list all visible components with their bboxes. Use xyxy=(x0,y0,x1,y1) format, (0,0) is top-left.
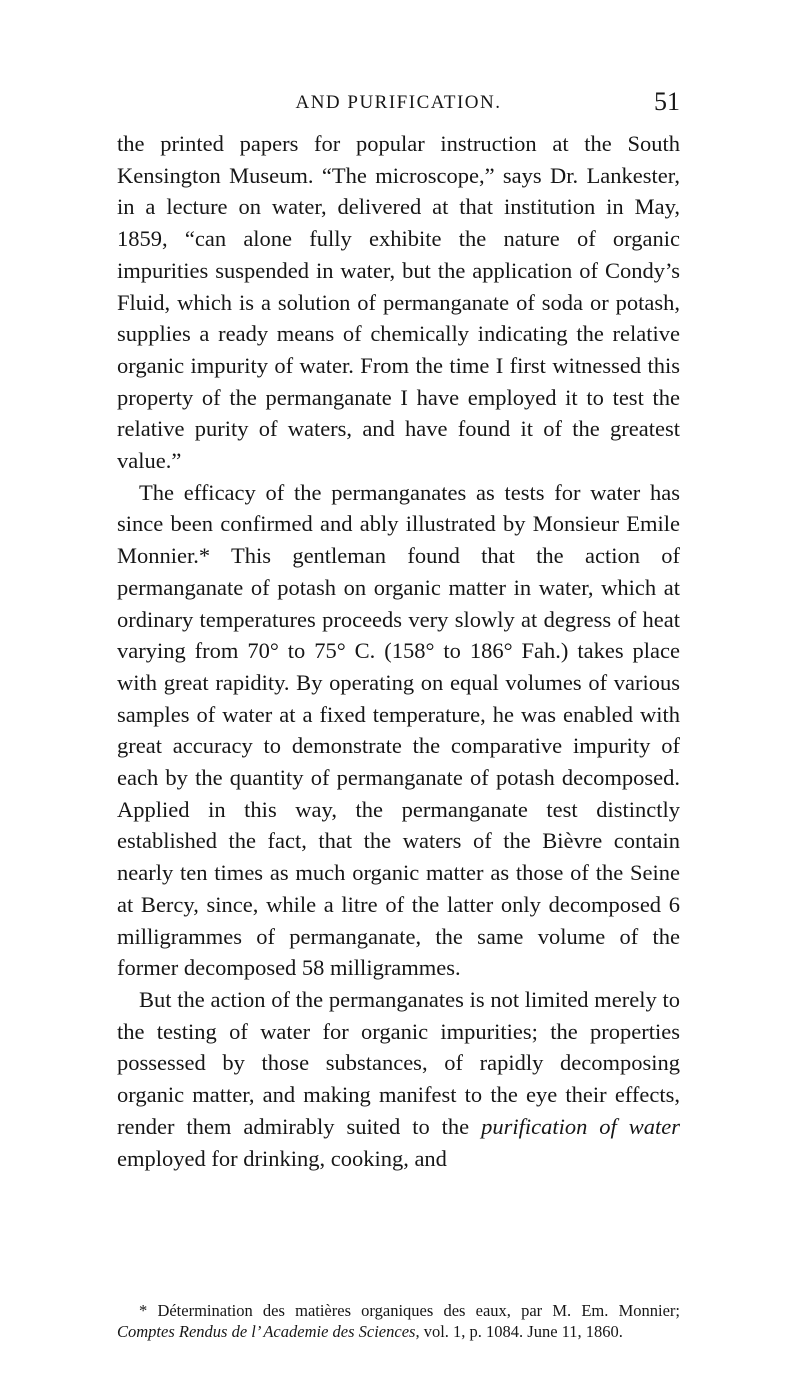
body-text xyxy=(117,128,680,1174)
paragraph-2: The efficacy of the permanganates as tests for water has since been confirmed and ably illustrated by Monsieur Emile Monnier.* This gentleman found that the action of permanganate of potash on organic matter in water, which at ordinary temperatures proceeds very slowly at degress of heat varying from 70° to 75° C. (158° to 186° Fah.) takes place with great rapidity. By operating on equal volumes of various samples of water at a fixed temperature, he was enabled with great accuracy to demonstrate the comparative impurity of each by the quantity of permanganate of potash decomposed. Applied in this way, the permanganate test distinctly established the fact, that the waters of the Bièvre contain nearly ten times as much organic matter as those of the Seine at Bercy, since, while a litre of the latter only decomposed 6 milligrammes of permanganate, the same volume of the former decomposed 58 milligrammes. xyxy=(117,479,680,981)
paragraph-3 xyxy=(117,984,680,1174)
running-head xyxy=(117,87,680,122)
footnote-citation-tail: , vol. 1, p. 1084. June 11, 1860. xyxy=(415,1322,623,1341)
footnote xyxy=(117,1300,680,1342)
footnote-journal-title: Comptes Rendus de l’ Academie des Sciences xyxy=(117,1322,416,1341)
paragraph-1: the printed papers for popular instruction at the South Kensington Museum. “The microscope,” says Dr. Lankester, in a lecture on water, delivered at that institution in May, 1859, “can alone fully exhibite the nature of organic impurities suspended in water, but the application of Condy’s Fluid, which is a solution of permanganate of soda or potash, supplies a ready means of chemically indicating the relative organic impurity of water. From the time I first witnessed this property of the permanganate I have employed it to test the relative purity of waters, and have found it of the greatest value.” xyxy=(117,131,680,474)
paragraph-3-ending: employed for drinking, cooking, and xyxy=(117,1145,447,1171)
page-number: 51 xyxy=(654,87,680,116)
footnote-marker: * xyxy=(139,1301,158,1320)
paragraph-3-text: But the action of the permanganates is not limited merely to the testing of water for organic impurities; the properties possessed by those substances, of rapidly decomposing organic matter, and making manifest to the eye their effects, render them admirably suited to the xyxy=(117,986,680,1139)
footnote-text xyxy=(117,1300,680,1342)
footnote-body: Détermination des matières organiques des eaux, par M. Em. Monnier; xyxy=(157,1301,680,1320)
running-title: AND PURIFICATION. xyxy=(295,92,502,113)
italic-phrase-purification: purification of water xyxy=(481,1113,680,1139)
